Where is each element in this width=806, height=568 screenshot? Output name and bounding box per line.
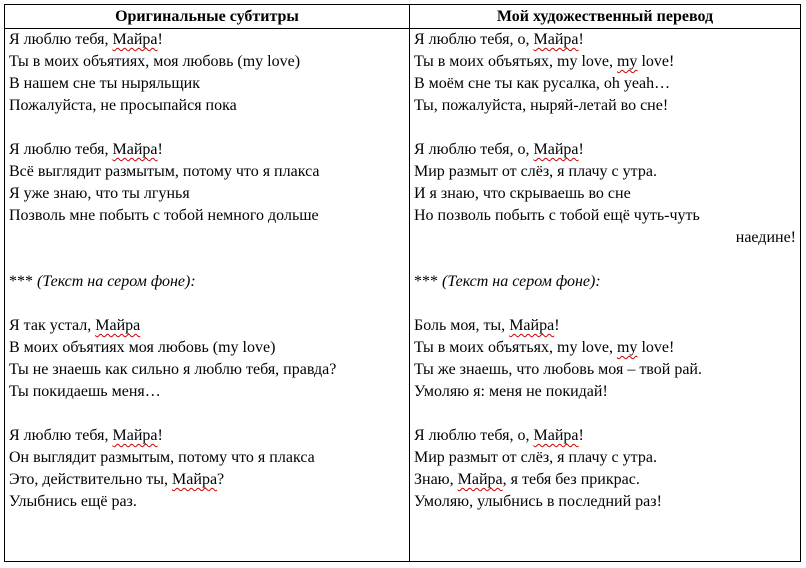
lyric-line: Боль моя, ты, Майра! bbox=[414, 317, 560, 334]
spellcheck-word: my bbox=[616, 339, 638, 356]
lyric-line: Ты же знаешь, что любовь моя – твой рай. bbox=[414, 361, 702, 378]
lyric-line: Я люблю тебя, Майра! bbox=[9, 427, 163, 444]
header-original: Оригинальные субтитры bbox=[5, 5, 410, 29]
note-stars: *** bbox=[9, 273, 33, 290]
note-stars: *** bbox=[414, 273, 438, 290]
lyric-line: Ты покидаешь меня… bbox=[9, 383, 161, 400]
stanza bbox=[9, 315, 405, 403]
spellcheck-word: Майра bbox=[457, 471, 503, 488]
stanza bbox=[414, 29, 796, 117]
header-row bbox=[5, 5, 801, 29]
stanza bbox=[414, 315, 796, 403]
lyric-line: Я люблю тебя, Майра! bbox=[9, 141, 163, 158]
spellcheck-word: Майра bbox=[112, 141, 158, 158]
header-translation: Мой художественный перевод bbox=[410, 5, 801, 29]
translation-column bbox=[410, 29, 801, 562]
lyric-line: Это, действительно ты, Майра? bbox=[9, 471, 225, 488]
lyric-line: Ты в моих объятьях, my love, my love! bbox=[414, 53, 675, 70]
lyric-line: Но позволь побыть с тобой ещё чуть-чуть bbox=[414, 207, 700, 224]
lyric-line: Ты не знаешь как сильно я люблю тебя, правда? bbox=[9, 361, 337, 378]
note-text: (Текст на сером фоне): bbox=[37, 273, 196, 290]
lyric-line: Ты в моих объятьях, my love, my love! bbox=[414, 339, 675, 356]
spellcheck-word: Майра bbox=[112, 427, 158, 444]
spellcheck-word: my bbox=[616, 53, 638, 70]
lyric-line: Он выглядит размытым, потому что я плакса bbox=[9, 449, 315, 466]
spellcheck-word: Майра bbox=[95, 317, 141, 334]
stanza bbox=[9, 139, 405, 227]
spellcheck-word: Майра bbox=[172, 471, 218, 488]
lyric-line: Я люблю тебя, Майра! bbox=[9, 31, 163, 48]
lyric-line: Я уже знаю, что ты лгунья bbox=[9, 185, 190, 202]
note-text: (Текст на сером фоне): bbox=[442, 273, 601, 290]
lyric-line: В моих объятиях моя любовь (my love) bbox=[9, 339, 276, 356]
lyric-line: Позволь мне побыть с тобой немного дольше bbox=[9, 207, 319, 224]
lyric-line: Всё выглядит размытым, потому что я плакса bbox=[9, 163, 320, 180]
lyrics-table bbox=[4, 4, 801, 562]
lyric-line: Улыбнись ещё раз. bbox=[9, 493, 137, 510]
lyric-line: Мир размыт от слёз, я плачу с утра. bbox=[414, 449, 657, 466]
spellcheck-word: Майра bbox=[533, 31, 579, 48]
grey-background-note bbox=[9, 271, 405, 293]
spellcheck-word: Майра bbox=[533, 141, 579, 158]
lyric-line: Мир размыт от слёз, я плачу с утра. bbox=[414, 163, 657, 180]
lyric-line: И я знаю, что скрываешь во сне bbox=[414, 185, 631, 202]
stanza bbox=[9, 29, 405, 117]
lyric-line: Я люблю тебя, о, Майра! bbox=[414, 427, 584, 444]
spellcheck-word: Майра bbox=[112, 31, 158, 48]
content-row bbox=[5, 29, 801, 562]
lyric-line: Я люблю тебя, о, Майра! bbox=[414, 141, 584, 158]
original-column bbox=[5, 29, 410, 562]
lyric-line: Знаю, Майра, я тебя без прикрас. bbox=[414, 471, 640, 488]
lyric-line: Пожалуйста, не просыпайся пока bbox=[9, 97, 237, 114]
grey-background-note bbox=[414, 271, 796, 293]
lyric-line: Я люблю тебя, о, Майра! bbox=[414, 31, 584, 48]
stanza bbox=[414, 425, 796, 513]
lyric-line: Умоляю я: меня не покидай! bbox=[414, 383, 608, 400]
stanza bbox=[414, 139, 796, 249]
lyric-line: Умоляю, улыбнись в последний раз! bbox=[414, 493, 662, 510]
lyric-line: Ты, пожалуйста, ныряй-летай во сне! bbox=[414, 97, 669, 114]
spellcheck-word: Майра bbox=[533, 427, 579, 444]
lyric-line: Я так устал, Майра bbox=[9, 317, 141, 334]
lyric-line: В нашем сне ты ныряльщик bbox=[9, 75, 200, 92]
spellcheck-word: Майра bbox=[509, 317, 555, 334]
stanza bbox=[9, 425, 405, 513]
lyric-line: В моём сне ты как русалка, oh yeah… bbox=[414, 75, 671, 92]
lyric-line: наедине! bbox=[735, 229, 796, 246]
lyric-line: Ты в моих объятиях, моя любовь (my love) bbox=[9, 53, 301, 70]
